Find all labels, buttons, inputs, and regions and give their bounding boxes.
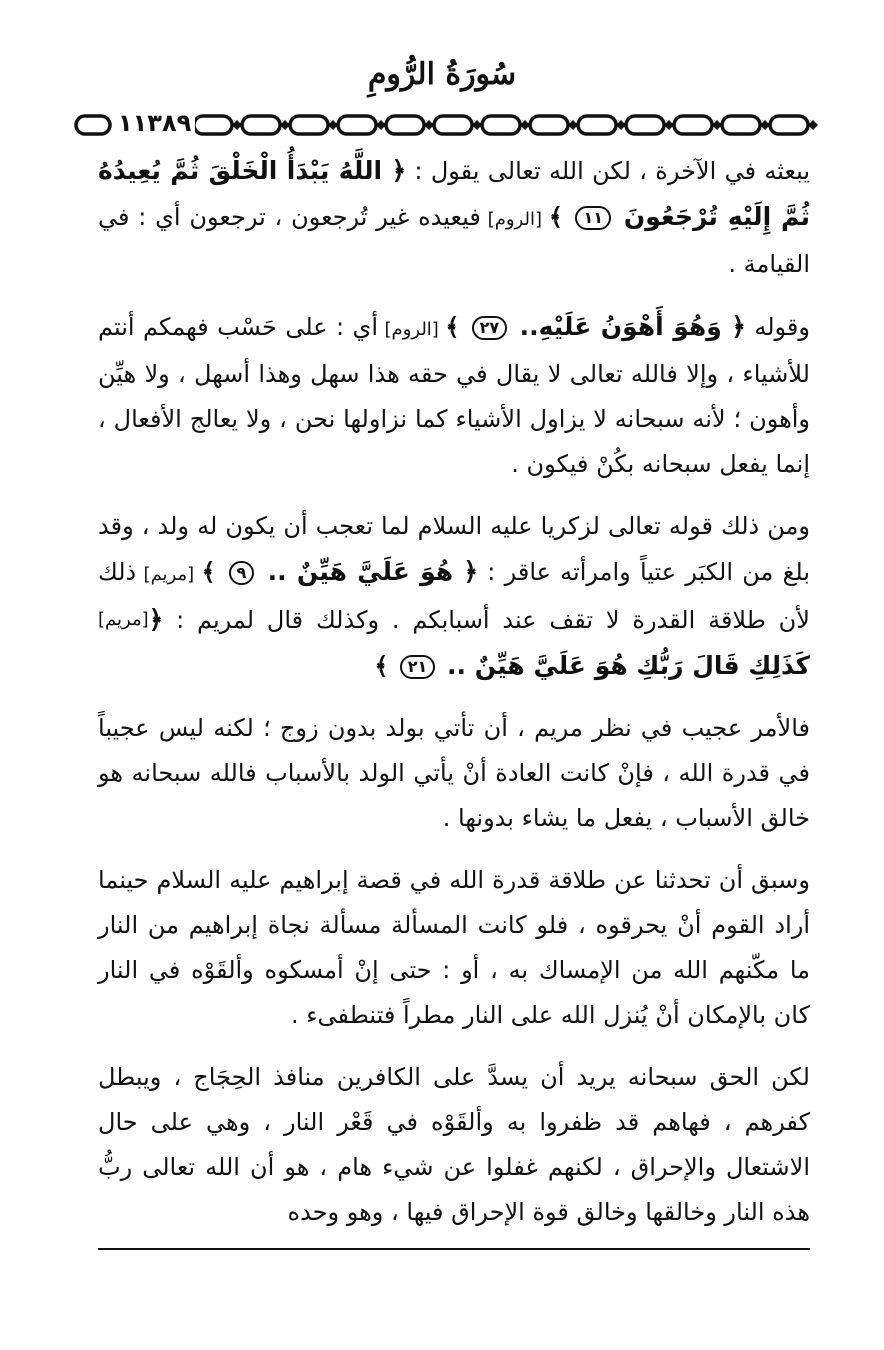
footer-rule [98, 1248, 810, 1250]
surah-reference: [مريم] [98, 609, 149, 630]
paragraph-6 [98, 1055, 810, 1235]
chain-link [674, 116, 712, 134]
paragraph-1 [98, 148, 810, 287]
chain-diamond [808, 120, 818, 130]
chain-link [482, 116, 520, 134]
chain-link [434, 116, 472, 134]
surah-reference: [مريم] [136, 564, 202, 585]
chain-link [626, 116, 664, 134]
page-body [98, 148, 810, 1252]
chain-link [386, 116, 424, 134]
chain-link [242, 116, 280, 134]
body-text: ومن ذلك قوله تعالى لزكريا عليه السلام لما تعجب أن يكون له ولد ، وقد بلغ من الكبَر عتياً وامرأته عاقر : [98, 512, 811, 586]
chain-link [578, 116, 616, 134]
surah-reference: [الروم] [480, 209, 549, 230]
verse-close-bracket: ﴾ [201, 558, 226, 586]
paragraph-5 [98, 858, 810, 1038]
body-text: فالأمر عجيب في نظر مريم ، أن تأتي بولد بدون زوج ؛ لكنه ليس عجيباً في قدرة الله ، فإنْ كانت العادة أنْ يأتي الولد بالأسباب فالله سبحانه هو خالق الأسباب ، يفعل ما يشاء بدونها . [98, 714, 810, 832]
verse-close-bracket: ﴾ [374, 652, 397, 680]
body-text: أي : على حَسْب فهمكم أنتم للأشياء ، وإلا فالله تعالى لا يقال في حقه هذا سهل وهذا أسهل ، ولا هيِّن وأهون ؛ لأنه سبحانه لا يزاول الأشياء كما نزاولها نحن ، ولا يعالج الأفعال ، إنما يفعل سبحانه بكُنْ فيكون . [98, 313, 810, 478]
page-number: ١١٣٨٩ [114, 109, 195, 137]
quran-verse: ﴿ وَهُوَ أَهْوَنُ عَلَيْهِ.. [510, 312, 746, 341]
body-text: ذلك لأن طلاقة القدرة لا تقف عند أسبابكم . وكذلك قال لمريم : [98, 558, 810, 634]
chain-link [290, 116, 328, 134]
ayah-number-badge: ٢١ [400, 655, 436, 679]
body-text: وقوله [745, 313, 810, 341]
chain-link [194, 116, 232, 134]
verse-close-bracket: ﴾ [445, 313, 469, 341]
body-text: وسبق أن تحدثنا عن طلاقة قدرة الله في قصة إبراهيم عليه السلام حينما أراد القوم أنْ يحرقوه ، فلو كانت المسألة مسألة نجاة إبراهيم من النار ما مكّنهم الله من الإمساك به ، أو : حتى إنْ أمسكوه وألقَوْه في النار كان بالإمكان أنْ يُنزل الله على النار مطراً فتنطفىء . [98, 866, 810, 1029]
body-text: يبعثه في الآخرة ، لكن الله تعالى يقول : [406, 157, 810, 185]
paragraph-3 [98, 504, 810, 689]
quran-verse: ﴿ كَذَلِكِ قَالَ رَبُّكِ هُوَ عَلَيَّ هَيِّنٌ .. [148, 605, 810, 680]
ayah-number-badge: ٩ [229, 561, 255, 585]
surah-reference: [الروم] [378, 319, 446, 340]
chain-link [338, 116, 376, 134]
paragraph-4 [98, 706, 810, 841]
header-ornament [74, 109, 834, 138]
ayah-number-badge: ١١ [575, 206, 611, 230]
chain-link [770, 116, 808, 134]
paragraph-2 [98, 304, 810, 487]
verse-close-bracket: ﴾ [548, 203, 573, 231]
body-text: لكن الحق سبحانه يريد أن يسدَّ على الكافرين منافذ الحِجَاج ، ويبطل كفرهم ، فهاهم قد ظفروا به وألقَوْه في قَعْر النار ، وهي على حال الاشتعال والإحراق ، لكنهم غفلوا عن شيء هام ، هو أن الله تعالى ربُّ هذه النار وخالقها وخالق قوة الإحراق فيها ، وهو وحده [98, 1063, 810, 1226]
page-header [0, 58, 884, 91]
quran-verse: ﴿ اللَّهُ يَبْدَأُ الْخَلْقَ ثُمَّ يُعِيدُهُ ثُمَّ إِلَيْهِ تُرْجَعُونَ [98, 156, 811, 231]
body-text: فيعيده غير تُرجعون ، ترجعون أي : في القيامة . [98, 203, 810, 278]
surah-title: سُورَةُ الرُّومِ [367, 57, 517, 92]
chain-link [530, 116, 568, 134]
quran-verse: ﴿ هُوَ عَلَيَّ هَيِّنٌ .. [257, 557, 479, 586]
chain-link [76, 116, 110, 134]
ayah-number-badge: ٢٧ [472, 316, 508, 340]
chain-link [722, 116, 760, 134]
